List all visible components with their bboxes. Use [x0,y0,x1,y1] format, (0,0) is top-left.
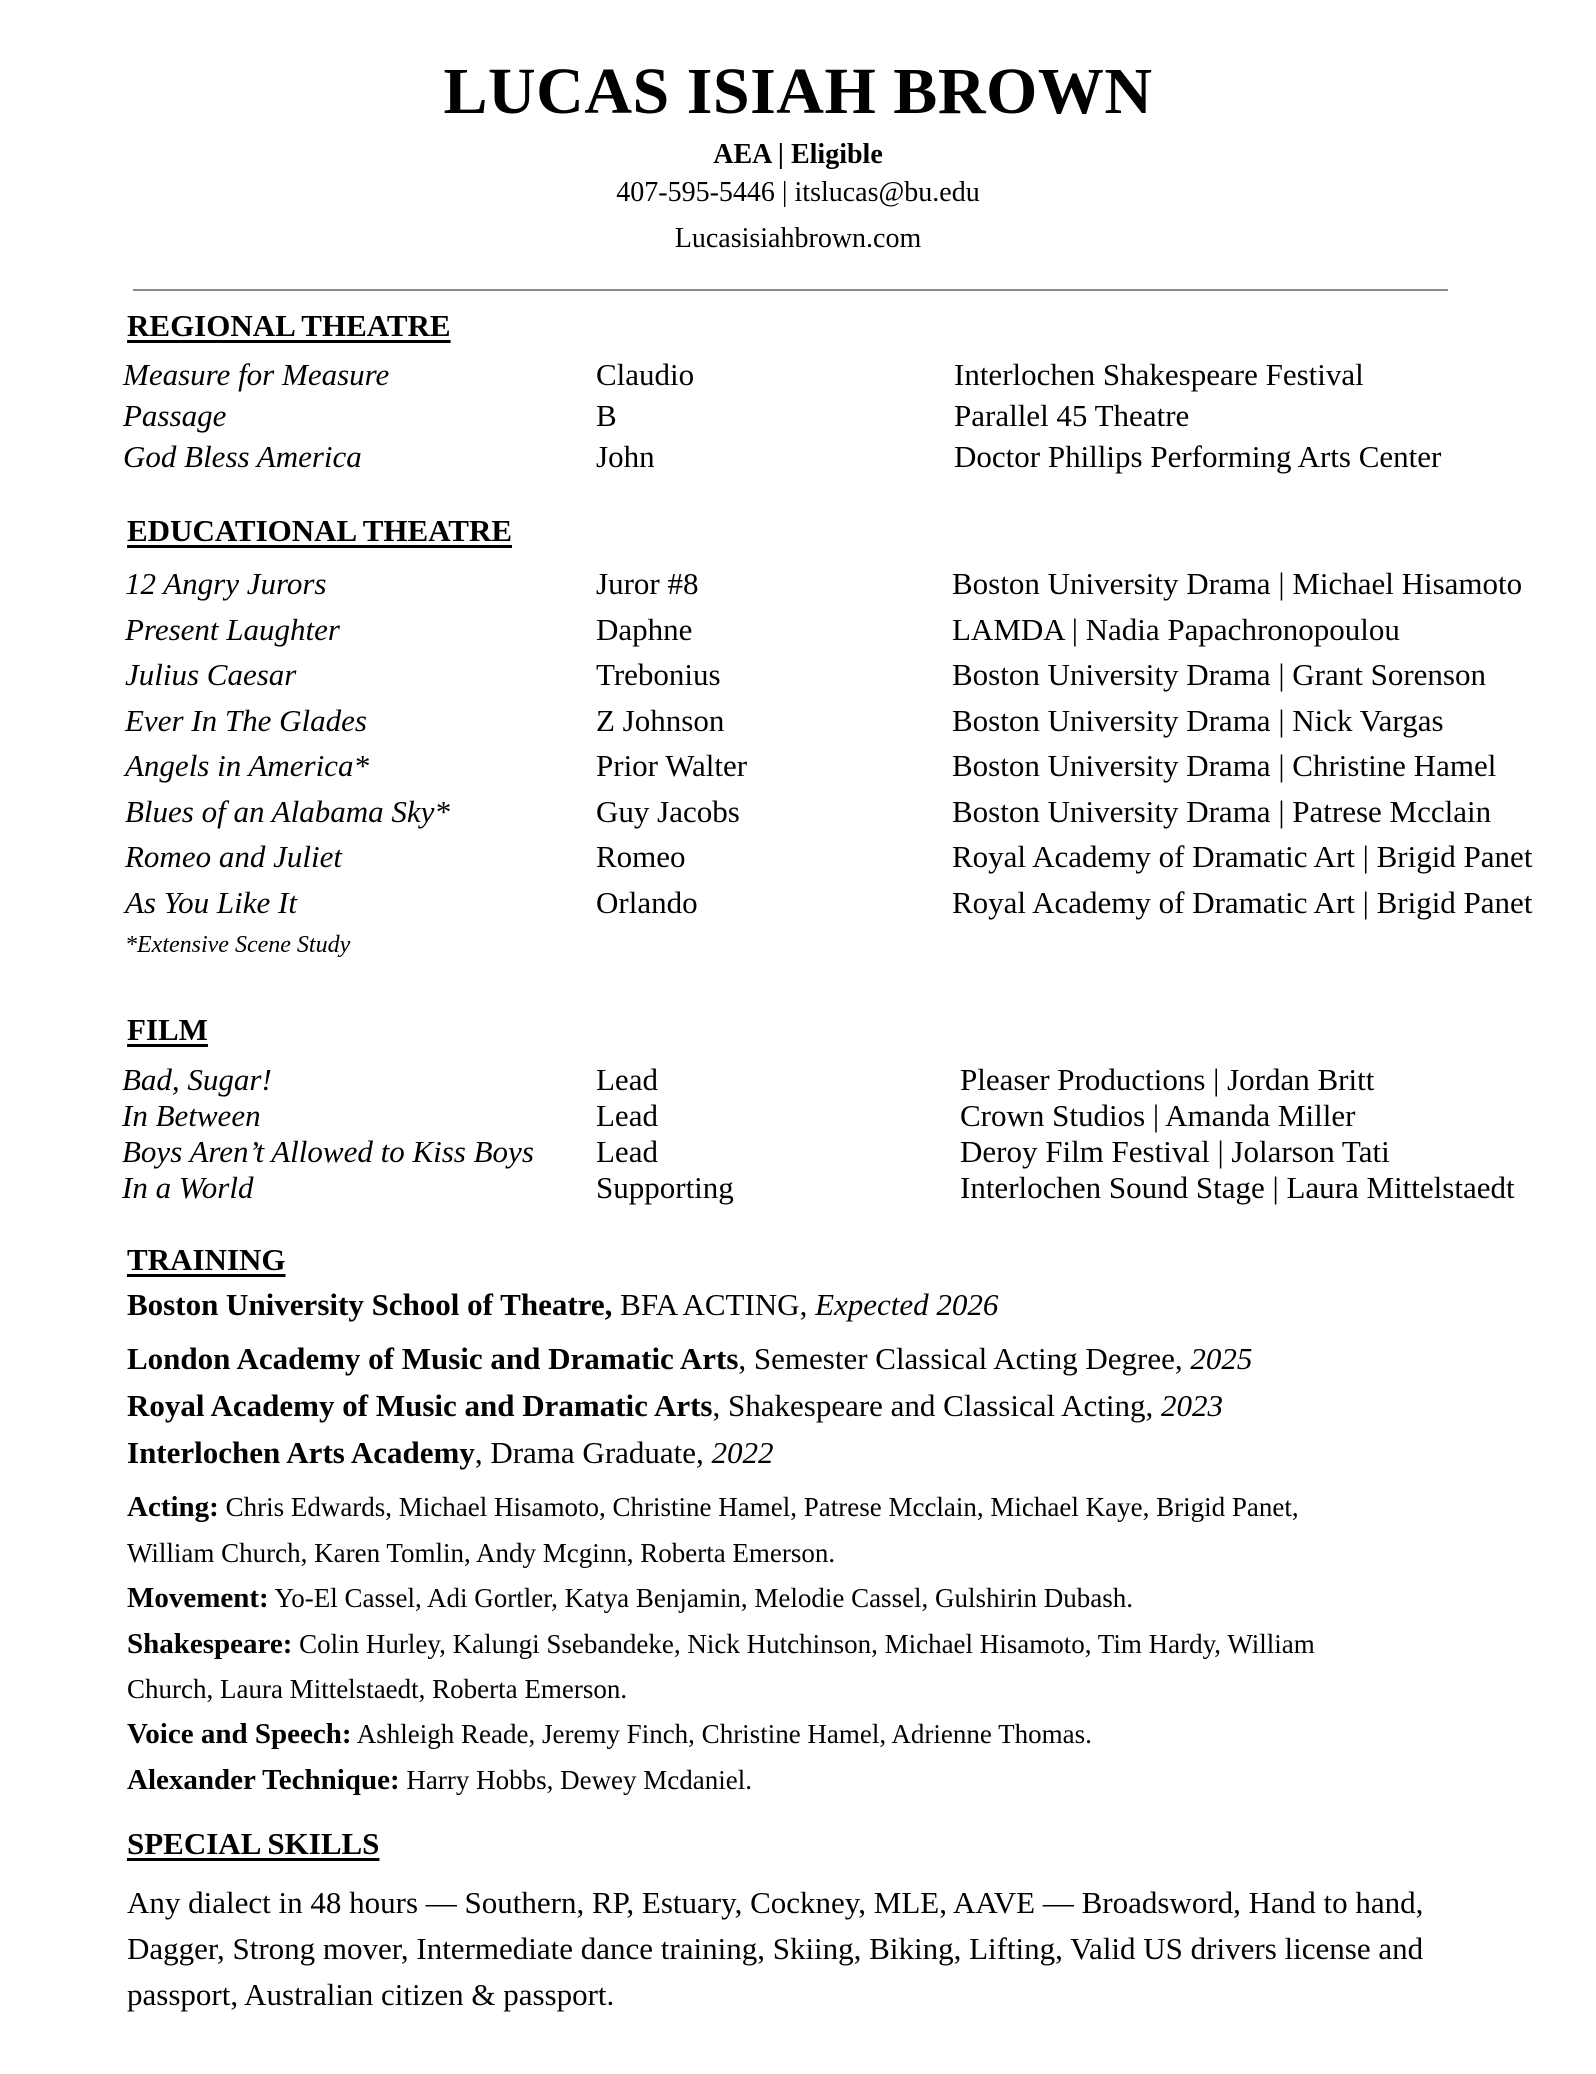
credit-row [0,355,1596,395]
training-school [127,1433,774,1473]
teachers-label: Voice and Speech: [127,1718,352,1750]
credit-venue: Boston University Drama | Patrese Mcclain [952,794,1492,829]
credit-title: 12 Angry Jurors [125,566,327,601]
credit-title: In Between [122,1098,261,1133]
credit-venue: Interlochen Shakespeare Festival [954,357,1364,392]
teachers-label: Alexander Technique: [127,1764,400,1796]
credit-row [0,792,1596,832]
credit-row [0,1060,1596,1100]
credit-role: Lead [596,1062,658,1097]
credit-row [0,437,1596,477]
credit-venue: Deroy Film Festival | Jolarson Tati [960,1134,1390,1169]
contact-info: 407-595-5446 | itslucas@bu.edu [616,177,980,208]
header-divider [133,289,1448,291]
credit-venue: Doctor Phillips Performing Arts Center [954,439,1442,474]
school-name: London Academy of Music and Dramatic Arts [127,1341,739,1376]
credit-role: Daphne [596,612,693,647]
teachers-label: Shakespeare: [127,1628,293,1660]
regional-theatre-heading: REGIONAL THEATRE [127,308,451,343]
school-year: 2025 [1190,1341,1253,1376]
film-heading: FILM [127,1012,208,1047]
credit-title: Boys Aren’t Allowed to Kiss Boys [122,1134,534,1169]
teachers-voice [127,1716,1092,1752]
credit-row [0,396,1596,436]
credit-role: Juror #8 [596,566,699,601]
school-name: Royal Academy of Music and Dramatic Arts [127,1388,713,1423]
credit-venue: Crown Studios | Amanda Miller [960,1098,1356,1133]
training-heading: TRAINING [127,1242,286,1277]
teachers-list: Harry Hobbs, Dewey Mcdaniel. [399,1765,753,1795]
teachers-label: Acting: [127,1491,219,1523]
credit-role: John [596,439,655,474]
special-skills-text: Any dialect in 48 hours — Southern, RP, Estuary, Cockney, MLE, AAVE — Broadsword, Hand to hand, Dagger, Strong mover, Intermediate dance training, Skiing, Biking, Lifting, Valid US drivers license and passport, Australian citizen & passport. [127,1885,1424,2012]
credit-venue: Interlochen Sound Stage | Laura Mittelstaedt [960,1170,1515,1205]
credit-row [0,1132,1596,1172]
school-detail: BFA ACTING, [612,1287,816,1322]
credit-venue: Boston University Drama | Nick Vargas [952,703,1444,738]
scene-study-note: *Extensive Scene Study [125,932,351,958]
credit-title: Bad, Sugar! [122,1062,272,1097]
teachers-label: Movement: [127,1582,269,1614]
teachers-list: Colin Hurley, Kalungi Ssebandeke, Nick Hutchinson, Michael Hisamoto, Tim Hardy, William [292,1629,1315,1659]
credit-role: Romeo [596,839,686,874]
school-detail: , Shakespeare and Classical Acting, [712,1388,1162,1423]
credit-row [0,701,1596,741]
special-skills-heading: SPECIAL SKILLS [127,1826,380,1861]
school-year: 2022 [711,1435,774,1470]
school-year: Expected 2026 [815,1287,999,1322]
teachers-list: Yo-El Cassel, Adi Gortler, Katya Benjamin, Melodie Cassel, Gulshirin Dubash. [268,1583,1134,1613]
website: Lucasisiahbrown.com [674,223,922,254]
credit-row [0,564,1596,604]
school-name: Interlochen Arts Academy [127,1435,475,1470]
credit-venue: Parallel 45 Theatre [954,398,1190,433]
credit-title: God Bless America [123,439,362,474]
teachers-acting [127,1489,1299,1525]
credit-role: Trebonius [596,657,721,692]
credit-title: Blues of an Alabama Sky* [125,794,450,829]
teachers-list: Chris Edwards, Michael Hisamoto, Christine Hamel, Patrese Mcclain, Michael Kaye, Brigid Panet, [218,1492,1299,1522]
credit-row [0,883,1596,923]
credit-title: Romeo and Juliet [125,839,342,874]
union-status: AEA | Eligible [713,139,883,170]
school-detail: , Drama Graduate, [474,1435,712,1470]
credit-venue: Boston University Drama | Christine Hamel [952,748,1497,783]
credit-venue: Royal Academy of Dramatic Art | Brigid Panet [952,885,1533,920]
credit-role: Z Johnson [596,703,725,738]
teachers-list: Ashleigh Reade, Jeremy Finch, Christine Hamel, Adrienne Thomas. [351,1719,1092,1749]
teachers-movement [127,1580,1133,1616]
credit-title: Passage [123,398,227,433]
credit-row [0,610,1596,650]
credit-title: As You Like It [125,885,297,920]
teachers-alexander [127,1762,752,1798]
credit-row [0,746,1596,786]
credit-title: Present Laughter [125,612,340,647]
credit-title: Angels in America* [125,748,369,783]
training-school [127,1386,1223,1426]
credit-title: Measure for Measure [123,357,390,392]
training-school [127,1339,1252,1379]
credit-role: B [596,398,617,433]
credit-role: Prior Walter [596,748,748,783]
credit-title: In a World [122,1170,254,1205]
credit-venue: Royal Academy of Dramatic Art | Brigid Panet [952,839,1533,874]
credit-venue: Boston University Drama | Michael Hisamoto [952,566,1523,601]
credit-role: Supporting [596,1170,734,1205]
credit-role: Orlando [596,885,698,920]
teachers-shakespeare [127,1626,1315,1662]
credit-row [0,655,1596,695]
credit-row [0,1168,1596,1208]
credit-venue: Boston University Drama | Grant Sorenson [952,657,1486,692]
school-detail: , Semester Classical Acting Degree, [738,1341,1191,1376]
credit-title: Ever In The Glades [125,703,367,738]
training-school [127,1285,998,1325]
credit-title: Julius Caesar [125,657,297,692]
school-year: 2023 [1161,1388,1224,1423]
actor-name: LUCAS ISIAH BROWN [443,55,1153,128]
credit-role: Lead [596,1098,658,1133]
credit-row [0,837,1596,877]
school-name: Boston University School of Theatre, [127,1287,613,1322]
credit-role: Lead [596,1134,658,1169]
credit-venue: Pleaser Productions | Jordan Britt [960,1062,1375,1097]
credit-role: Guy Jacobs [596,794,740,829]
educational-theatre-heading: EDUCATIONAL THEATRE [127,513,513,548]
credit-role: Claudio [596,357,695,392]
teachers-acting-cont: William Church, Karen Tomlin, Andy Mcginn, Roberta Emerson. [127,1538,836,1568]
credit-venue: LAMDA | Nadia Papachronopoulou [952,612,1400,647]
teachers-shakespeare-cont: Church, Laura Mittelstaedt, Roberta Emerson. [127,1674,628,1704]
credit-row [0,1096,1596,1136]
